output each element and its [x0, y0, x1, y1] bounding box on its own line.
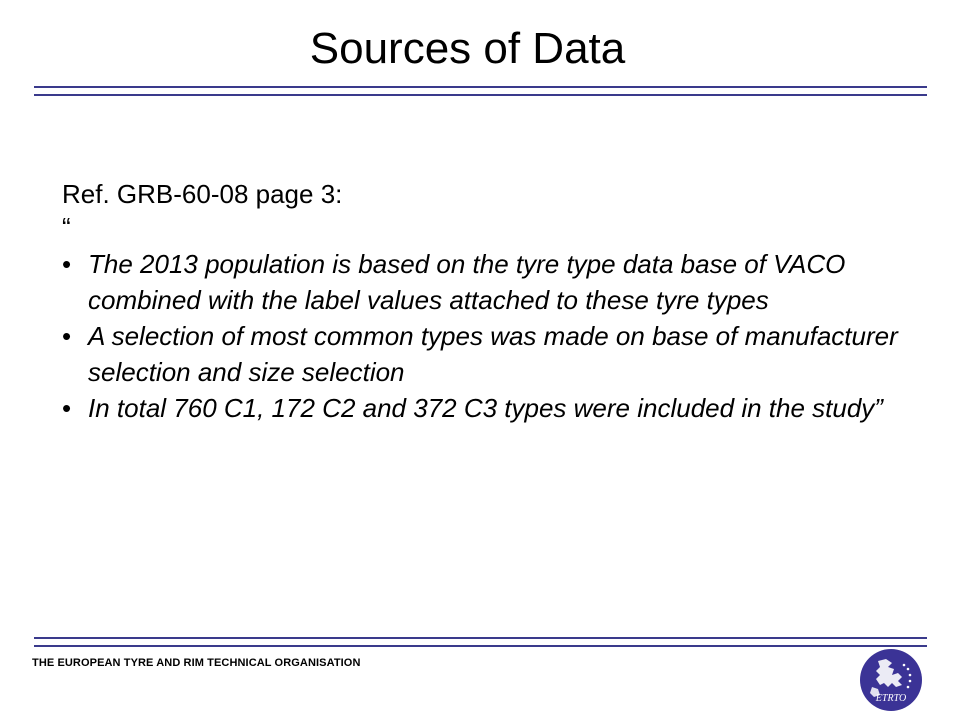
bullet-list: [62, 246, 922, 426]
footer-organisation: THE EUROPEAN TYRE AND RIM TECHNICAL ORGANISATION: [32, 657, 361, 669]
opening-quote: “: [62, 212, 71, 242]
europe-map-icon: [858, 647, 924, 713]
bullet-item: [62, 246, 922, 318]
bullet-text: The 2013 population is based on the tyre type data base of VACO combined with the label values attached to these tyre types: [88, 249, 846, 315]
logo-text: ETRTO: [875, 693, 907, 704]
bullet-marker: •: [62, 321, 72, 351]
bullet-text: In total 760 C1, 172 C2 and 372 C3 types were included in the study”: [88, 393, 883, 423]
bullet-marker: •: [62, 249, 72, 279]
bullet-item: [62, 318, 922, 390]
slide-body: [62, 176, 922, 426]
page-title: Sources of Data: [309, 24, 626, 73]
bullet-marker: •: [62, 393, 72, 423]
reference-line: Ref. GRB-60-08 page 3:: [62, 179, 343, 209]
bullet-item: [62, 390, 922, 426]
bullet-text: A selection of most common types was made on base of manufacturer selection and size selection: [88, 321, 898, 387]
footer-divider: [34, 637, 927, 647]
title-divider: [34, 86, 927, 96]
etrto-logo: [858, 647, 924, 713]
